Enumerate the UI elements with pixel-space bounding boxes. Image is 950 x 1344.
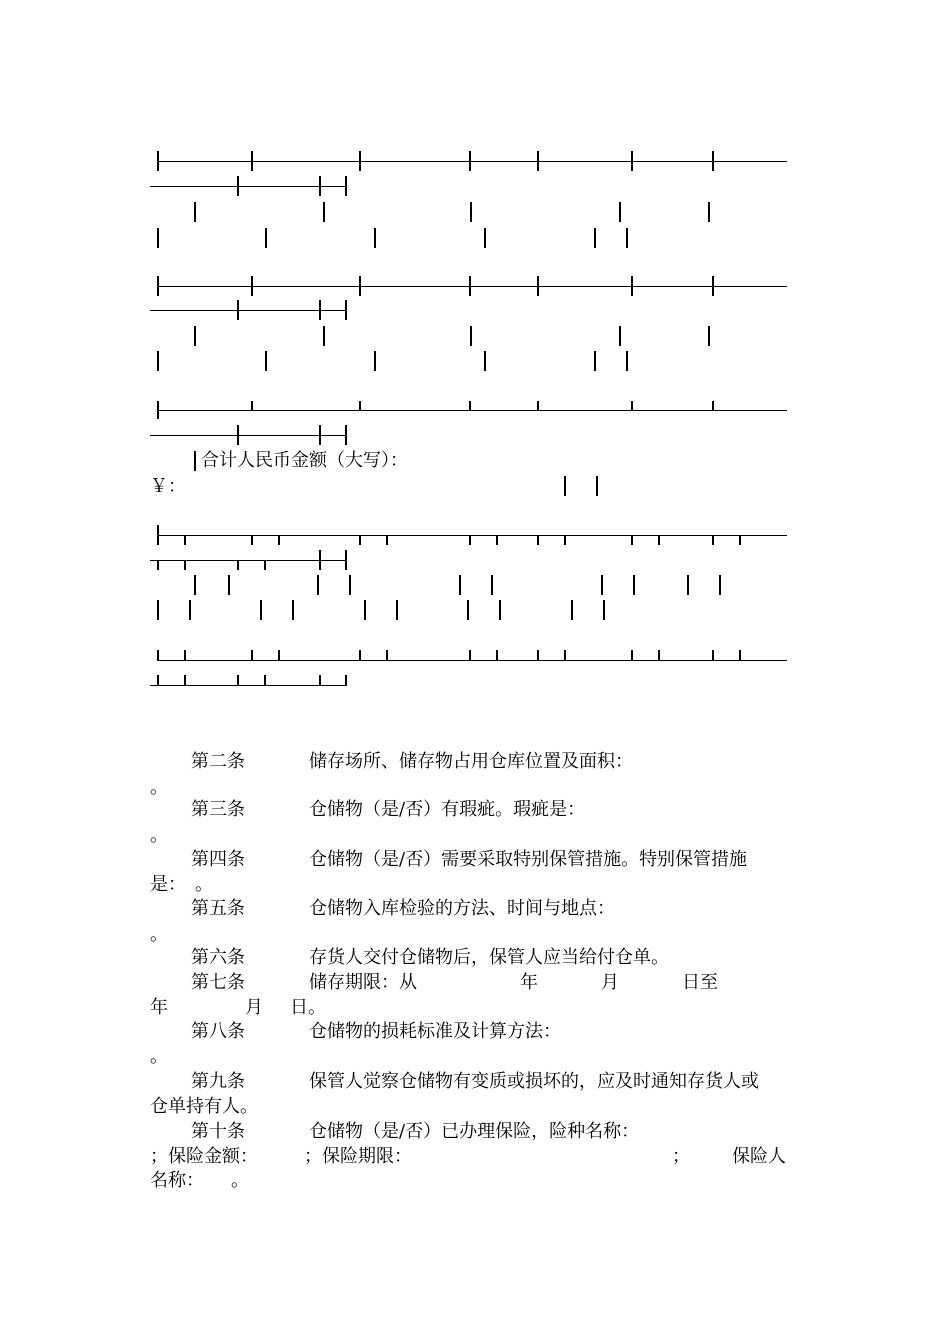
article-continuation: 。: [150, 825, 168, 846]
table-tick: [323, 326, 325, 346]
date-year-unit: 年: [520, 972, 538, 993]
table-tick: [708, 326, 710, 346]
table-tick: [157, 276, 159, 296]
separator: ；: [672, 1146, 690, 1167]
table-tick: [237, 300, 239, 320]
table-tick: [484, 351, 486, 371]
table-tick: [237, 425, 239, 445]
table-tick: [712, 151, 714, 171]
table-tick: [469, 401, 471, 411]
table-tick: [459, 575, 461, 595]
table-tick: [564, 650, 566, 661]
article-text: 保管人觉察仓储物有变质或损坏的，应及时通知存货人或: [309, 1071, 759, 1092]
insurer-label: 保险人: [732, 1146, 786, 1167]
table-tick: [596, 476, 598, 496]
table-tick: [658, 650, 660, 661]
table-tick: [469, 650, 471, 661]
table-tick: [386, 650, 388, 661]
table-tick: [564, 535, 566, 545]
date-month-unit: 月: [245, 997, 263, 1018]
table-tick: [157, 675, 159, 686]
table-tick: [594, 351, 596, 371]
table-tick: [470, 202, 472, 222]
article-continuation: 是： 。: [150, 874, 213, 895]
date-month-unit: 月: [601, 972, 619, 993]
table-tick: [712, 401, 714, 411]
article-label: 第六条: [191, 947, 245, 968]
table-tick: [157, 650, 159, 661]
table-tick: [739, 535, 741, 545]
total-amount-label: 合计人民币金额（大写）：: [201, 450, 408, 471]
table-tick: [194, 202, 196, 222]
table-tick: [194, 451, 196, 471]
article-text: 仓储物（是/否）需要采取特别保管措施。特别保管措施: [309, 849, 748, 870]
table-tick: [317, 575, 319, 595]
table-tick: [184, 650, 186, 661]
article-label: 第二条: [191, 751, 245, 772]
article-text: 仓储物（是/否）已办理保险，险种名称：: [309, 1121, 640, 1142]
table-tick: [251, 650, 253, 661]
article-label: 第四条: [191, 849, 245, 870]
article-continuation: 。: [150, 777, 168, 798]
table-tick: [251, 401, 253, 411]
table-tick: [626, 351, 628, 371]
table-tick: [712, 650, 714, 661]
table-tick: [345, 300, 347, 320]
table-tick: [237, 176, 239, 196]
article-label: 第八条: [191, 1021, 245, 1042]
table-tick: [359, 650, 361, 661]
table-tick: [278, 650, 280, 661]
table-tick: [157, 401, 159, 419]
table-tick: [251, 151, 253, 171]
table-tick: [319, 176, 321, 196]
table-tick: [712, 535, 714, 545]
table-tick: [658, 535, 660, 545]
table-tick: [496, 535, 498, 545]
table-tick: [349, 575, 351, 595]
table-tick: [469, 276, 471, 296]
table-tick: [265, 228, 267, 248]
date-year-unit: 年: [150, 997, 168, 1018]
table-tick: [396, 600, 398, 620]
table-tick: [194, 326, 196, 346]
table-tick: [619, 326, 621, 346]
table-tick: [345, 675, 347, 686]
table-tick: [467, 600, 469, 620]
table-tick: [237, 560, 239, 570]
table-tick: [189, 600, 191, 620]
table-tick: [631, 650, 633, 661]
table-tick: [345, 425, 347, 445]
table-tick: [278, 535, 280, 545]
table-tick: [708, 202, 710, 222]
table-tick: [319, 300, 321, 320]
table-tick: [499, 600, 501, 620]
article-text: 存货人交付仓储物后，保管人应当给付仓单。: [309, 947, 669, 968]
article-label: 第七条: [191, 972, 245, 993]
table-tick: [157, 525, 159, 545]
article-text: 仓储物入库检验的方法、时间与地点：: [309, 898, 615, 919]
table-tick: [184, 560, 186, 570]
table-tick: [319, 675, 321, 686]
date-day-unit: 日。: [290, 997, 326, 1018]
table-tick: [633, 575, 635, 595]
table-tick: [292, 600, 294, 620]
table-tick: [619, 202, 621, 222]
table-tick: [601, 575, 603, 595]
table-tick: [345, 176, 347, 196]
table-rule: [150, 186, 346, 187]
table-tick: [470, 326, 472, 346]
table-tick: [359, 535, 361, 545]
article-text: 储存期限：从: [309, 972, 417, 993]
table-tick: [687, 575, 689, 595]
table-tick: [251, 535, 253, 545]
table-rule: [150, 560, 346, 561]
table-tick: [631, 401, 633, 411]
table-tick: [157, 600, 159, 620]
table-tick: [184, 535, 186, 545]
table-tick: [157, 351, 159, 371]
table-tick: [264, 675, 266, 686]
article-label: 第五条: [191, 898, 245, 919]
article-text: 仓储物的损耗标准及计算方法：: [309, 1021, 561, 1042]
table-tick: [374, 351, 376, 371]
table-tick: [359, 401, 361, 411]
table-rule: [150, 435, 346, 436]
article-continuation: 。: [150, 924, 168, 945]
table-tick: [484, 228, 486, 248]
table-tick: [323, 202, 325, 222]
table-tick: [491, 575, 493, 595]
table-tick: [265, 351, 267, 371]
article-text: 储存场所、储存物占用仓库位置及面积：: [309, 751, 633, 772]
table-tick: [237, 675, 239, 686]
table-tick: [194, 575, 196, 595]
table-tick: [345, 550, 347, 570]
table-tick: [712, 276, 714, 296]
table-tick: [374, 228, 376, 248]
table-tick: [184, 675, 186, 686]
table-tick: [469, 151, 471, 171]
table-tick: [631, 535, 633, 545]
yuan-label: ￥：: [150, 476, 186, 497]
table-tick: [603, 600, 605, 620]
table-tick: [626, 228, 628, 248]
date-day-unit: 日至: [682, 972, 718, 993]
table-tick: [496, 650, 498, 661]
table-rule: [150, 310, 346, 311]
table-tick: [631, 151, 633, 171]
table-tick: [264, 560, 266, 570]
table-tick: [157, 151, 159, 171]
article-label: 第三条: [191, 799, 245, 820]
table-tick: [359, 151, 361, 171]
table-tick: [537, 151, 539, 171]
article-continuation: 仓单持有人。: [150, 1096, 258, 1117]
table-tick: [386, 535, 388, 545]
table-tick: [469, 535, 471, 545]
table-tick: [571, 600, 573, 620]
table-tick: [251, 276, 253, 296]
table-tick: [157, 560, 159, 570]
table-tick: [739, 650, 741, 661]
table-tick: [537, 276, 539, 296]
table-tick: [260, 600, 262, 620]
table-tick: [364, 600, 366, 620]
table-tick: [719, 575, 721, 595]
article-label: 第十条: [191, 1121, 245, 1142]
insured-amount-label: ；保险金额：: [150, 1146, 258, 1167]
table-tick: [359, 276, 361, 296]
table-tick: [319, 425, 321, 445]
insurance-period-label: ；保险期限：: [304, 1146, 412, 1167]
article-text: 仓储物（是/否）有瑕疵。瑕疵是：: [309, 799, 586, 820]
table-tick: [228, 575, 230, 595]
table-tick: [537, 650, 539, 661]
table-tick: [631, 276, 633, 296]
table-rule: [150, 685, 346, 686]
table-tick: [564, 476, 566, 496]
table-tick: [157, 228, 159, 248]
table-tick: [537, 401, 539, 411]
article-label: 第九条: [191, 1071, 245, 1092]
table-tick: [319, 550, 321, 570]
table-tick: [594, 228, 596, 248]
article-continuation: 名称： 。: [150, 1170, 249, 1191]
article-continuation: 。: [150, 1046, 168, 1067]
table-tick: [537, 535, 539, 545]
